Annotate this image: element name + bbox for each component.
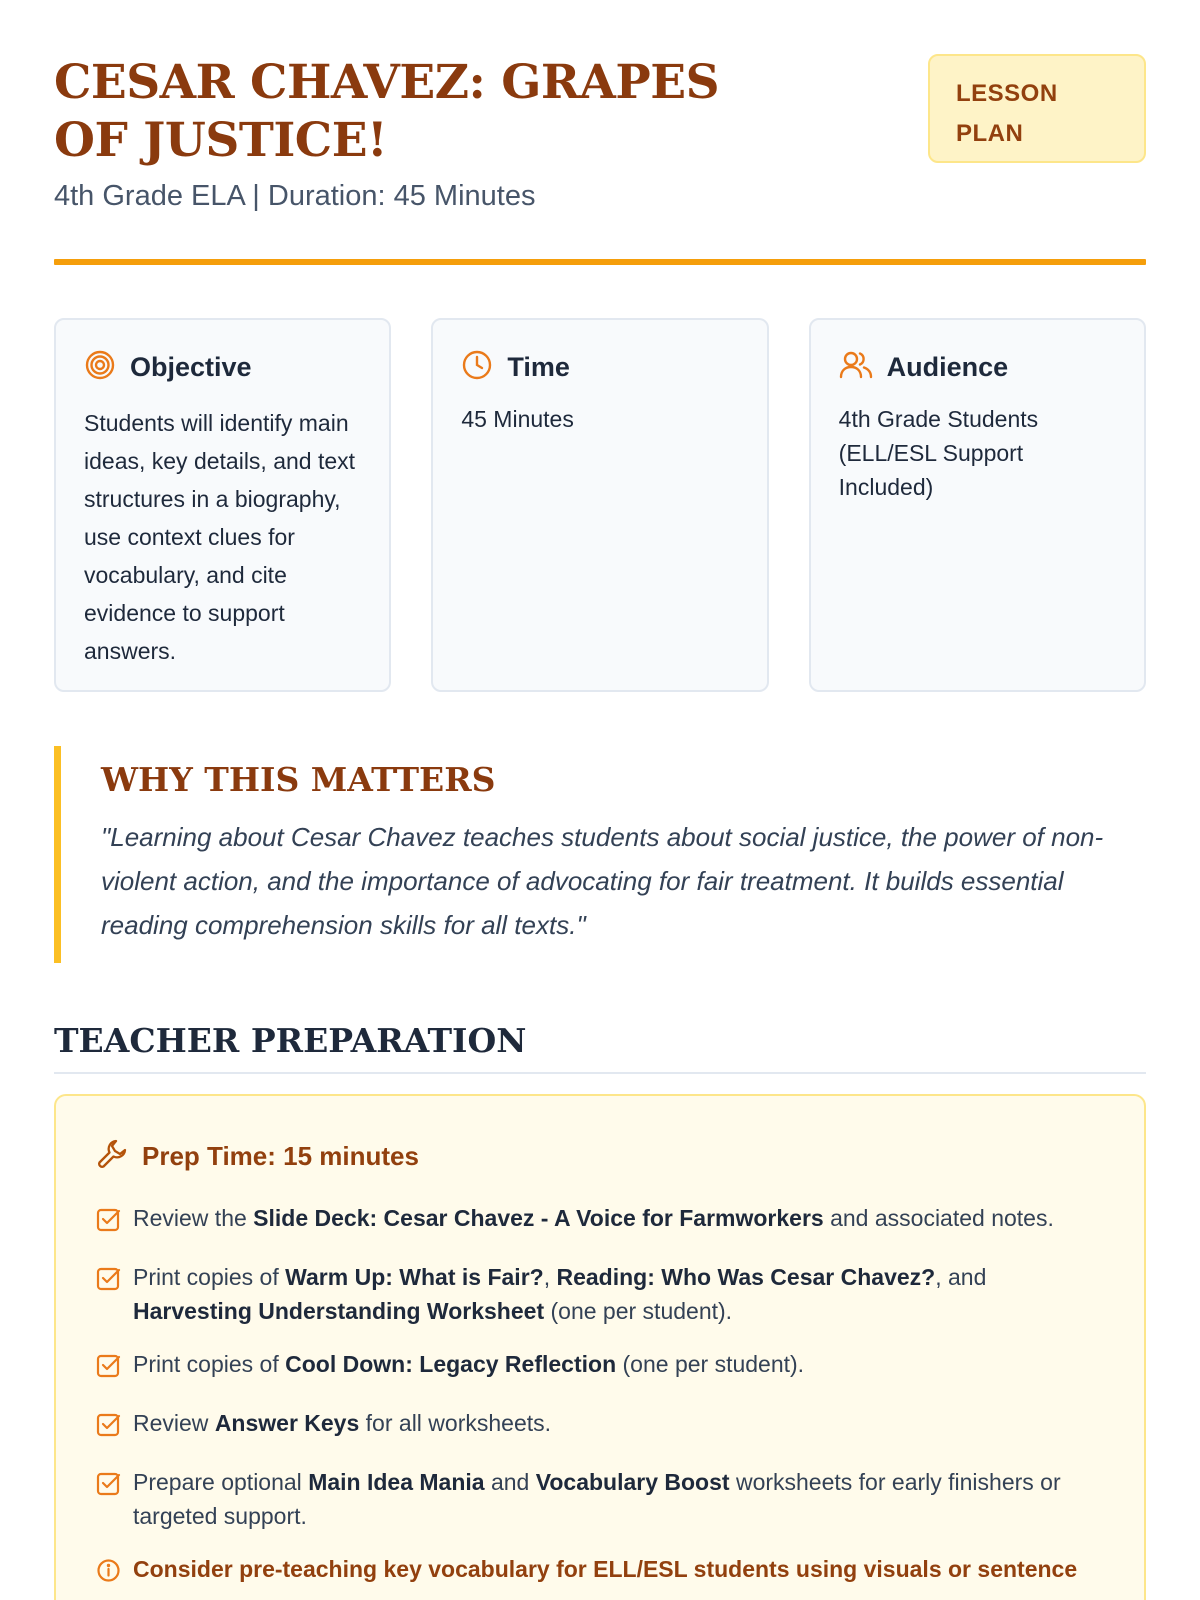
why-title: WHY THIS MATTERS — [101, 760, 496, 799]
page-header — [54, 54, 1146, 259]
audience-title: Audience — [886, 351, 1009, 382]
clock-icon — [461, 349, 493, 386]
users-icon — [839, 349, 873, 386]
audience-text: 4th Grade Students (ELL/ESL Support Included) — [838, 406, 1039, 500]
lesson-plan-badge: LESSON PLAN — [928, 54, 1146, 163]
prep-box — [54, 1094, 1146, 1600]
list-item: Review Answer Keys for all worksheets. — [96, 1406, 1104, 1446]
why-this-matters — [54, 746, 1146, 963]
checkbox-icon — [96, 1260, 121, 1328]
ell-note — [96, 1552, 1104, 1592]
teacher-prep-heading: TEACHER PREPARATION — [54, 1021, 1146, 1074]
checkbox-icon — [96, 1465, 121, 1533]
checkbox-icon — [96, 1406, 121, 1446]
page-subtitle: 4th Grade ELA | Duration: 45 Minutes — [54, 180, 536, 212]
list-item: Prepare optional Main Idea Mania and Vocabulary Boost worksheets for early finishers or targeted support. — [96, 1465, 1104, 1533]
time-card — [431, 318, 768, 692]
wrench-icon — [96, 1138, 128, 1175]
time-text: 45 Minutes — [461, 406, 574, 432]
ell-note-text: Consider pre-teaching key vocabulary for ELL/ESL students using visuals or sentence — [133, 1556, 1078, 1582]
why-quote: "Learning about Cesar Chavez teaches students about social justice, the power of non-violent action, and the importance of advocating for fair treatment. It builds essential reading comprehension skills for all texts." — [101, 822, 1104, 940]
list-item: Print copies of Cool Down: Legacy Reflection (one per student). — [96, 1347, 1104, 1387]
objective-text: Students will identify main ideas, key details, and text structures in a biography, use context clues for vocabulary, and cite evidence to support answers. — [84, 410, 356, 664]
audience-card — [809, 318, 1146, 692]
prep-time-title: Prep Time: 15 minutes — [142, 1141, 419, 1171]
info-icon — [96, 1552, 121, 1592]
info-cards — [54, 318, 1146, 692]
checkbox-icon — [96, 1347, 121, 1387]
time-title: Time — [507, 351, 570, 382]
list-item: Review the Slide Deck: Cesar Chavez - A Voice for Farmworkers and associated notes. — [96, 1201, 1104, 1241]
checkbox-icon — [96, 1201, 121, 1241]
objective-card — [54, 318, 391, 692]
list-item: Print copies of Warm Up: What is Fair?, Reading: Who Was Cesar Chavez?, and Harvesting Understanding Worksheet (one per student). — [96, 1260, 1104, 1328]
page-title: CESAR CHAVEZ: GRAPES OF JUSTICE! — [54, 55, 720, 168]
target-icon — [84, 349, 116, 386]
header-divider — [54, 259, 1146, 265]
prep-checklist — [96, 1201, 1104, 1592]
objective-title: Objective — [130, 351, 252, 382]
